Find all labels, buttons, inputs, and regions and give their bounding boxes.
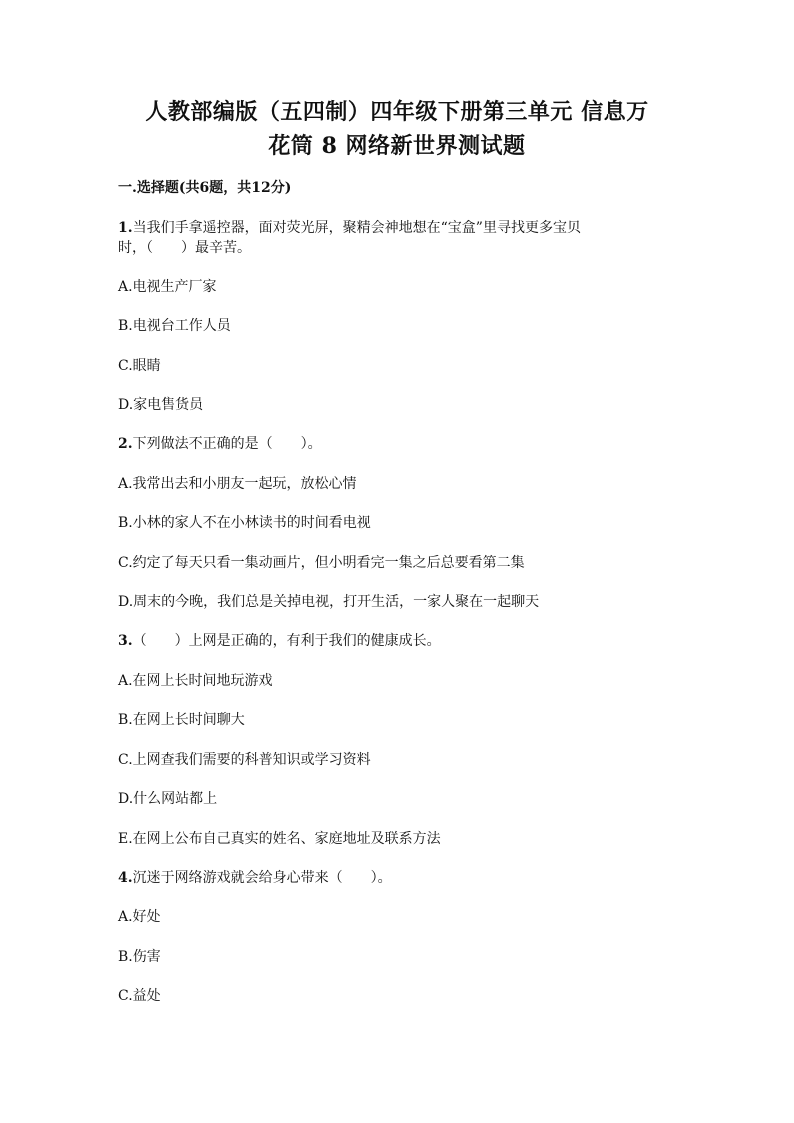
question-3-option-a: A.在网上长时间地玩游戏 xyxy=(118,673,273,689)
question-text: （ ）上网是正确的，有利于我们的健康成长。 xyxy=(132,633,441,649)
question-text: 沉迷于网络游戏就会给身心带来（ ）。 xyxy=(132,870,392,886)
question-1-option-c: C.眼睛 xyxy=(118,358,161,374)
question-3-stem xyxy=(118,631,441,651)
question-4-option-c: C.益处 xyxy=(118,988,161,1004)
question-2-stem xyxy=(118,434,322,454)
question-text: 下列做法不正确的是（ ）。 xyxy=(132,436,322,452)
question-3-option-b: B.在网上长时间聊大 xyxy=(118,712,245,728)
question-3-option-e: E.在网上公布自己真实的姓名、家庭地址及联系方法 xyxy=(118,831,441,847)
question-3-option-c: C.上网查我们需要的科普知识或学习资料 xyxy=(118,752,371,768)
question-number: 4. xyxy=(118,870,133,886)
question-number: 1. xyxy=(118,220,133,236)
question-1-stem-cont: 时，（ ）最辛苦。 xyxy=(118,240,251,256)
question-4-option-b: B.伤害 xyxy=(118,949,161,965)
question-number: 2. xyxy=(118,436,133,452)
question-2-option-c: C.约定了每天只看一集动画片，但小明看完一集之后总要看第二集 xyxy=(118,555,525,571)
question-2-option-a: A.我常出去和小朋友一起玩，放松心情 xyxy=(118,476,357,492)
question-4-stem xyxy=(118,868,392,888)
question-number: 3. xyxy=(118,633,133,649)
question-1-option-a: A.电视生产厂家 xyxy=(118,279,217,295)
question-2-option-d: D.周末的今晚，我们总是关掉电视，打开生活，一家人聚在一起聊天 xyxy=(118,594,540,610)
question-text: 当我们手拿遥控器，面对荧光屏，聚精会神地想在“宝盒”里寻找更多宝贝 xyxy=(132,220,581,236)
question-2-option-b: B.小林的家人不在小林读书的时间看电视 xyxy=(118,515,371,531)
question-1-option-d: D.家电售货员 xyxy=(118,397,204,413)
question-4-option-a: A.好处 xyxy=(118,909,161,925)
section-heading: 一.选择题(共6题，共12分) xyxy=(118,180,292,196)
page-title-line-1: 人教部编版（五四制）四年级下册第三单元 信息万 xyxy=(145,99,649,125)
question-1-option-b: B.电视台工作人员 xyxy=(118,318,231,334)
page-title-line-2: 花筒 8 网络新世界测试题 xyxy=(268,133,526,159)
question-1-stem xyxy=(118,218,581,238)
question-3-option-d: D.什么网站都上 xyxy=(118,791,218,807)
